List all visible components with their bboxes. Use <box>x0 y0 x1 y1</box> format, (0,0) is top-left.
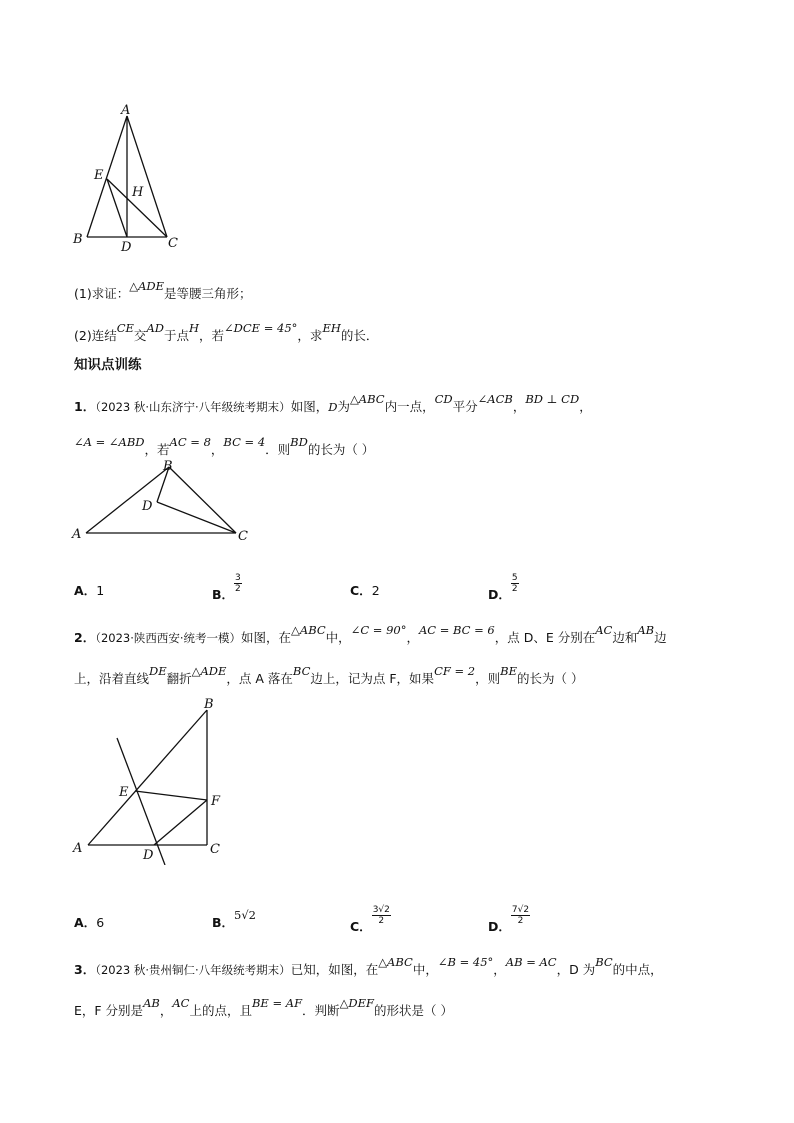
p2-label-D: D <box>143 848 154 863</box>
p3-tri: △ABC <box>378 955 413 969</box>
p2-angle: ∠C = 90° <box>350 623 407 637</box>
p1-t4: 平分 <box>452 399 478 414</box>
p1-ac: AC = 8 <box>169 435 211 449</box>
p2-source: （2023·陕西西安·统考一模） <box>95 631 242 645</box>
p3-def: △DEF <box>339 996 375 1010</box>
p3-t4: 的中点， <box>612 962 663 977</box>
p3-beaf: BE = AF <box>251 996 303 1010</box>
p3-t2: 中， <box>412 962 438 977</box>
p1-sep2: ， <box>579 399 592 414</box>
p1-number: 1． <box>74 399 96 414</box>
p2-label-E: E <box>119 785 129 800</box>
p2-l2a: 上，沿着直线 <box>74 671 150 686</box>
p1-opt-b-num: 3 <box>235 573 241 583</box>
p2-label-C: C <box>210 842 220 857</box>
p1-opt-d-num: 5 <box>511 573 518 583</box>
q1-math: △ADE <box>129 279 164 293</box>
p1-opt-d-den: 2 <box>511 584 518 594</box>
q2-text-f: 的长． <box>340 328 379 343</box>
p3-sep: ， <box>493 962 506 977</box>
p2-l2f: 的长为（ ） <box>516 671 584 686</box>
section-title: 知识点训练 <box>74 357 142 373</box>
p2-sep: ， <box>406 630 419 645</box>
problem-3-line-2 <box>74 996 453 1019</box>
p3-ab: AB <box>143 996 160 1010</box>
figure-problem-1 <box>66 456 266 548</box>
p2-opt-c-label: C． <box>350 919 372 934</box>
p2-option-d[interactable] <box>488 905 530 935</box>
p1-opt-a-value: 1 <box>96 583 105 598</box>
p1-perp: BD ⊥ CD <box>525 392 580 406</box>
p1-t5: ，若 <box>144 442 170 457</box>
p1-t8: 的长为（ ） <box>307 442 375 457</box>
p2-label-A: A <box>73 841 83 856</box>
p1-option-c[interactable] <box>350 581 380 599</box>
p2-opt-c-num: 3√2 <box>372 905 390 915</box>
p1-d: D <box>328 400 338 414</box>
label-B: B <box>73 232 83 247</box>
p3-l2c: 上的点，且 <box>189 1003 252 1018</box>
p3-source: （2023 秋·贵州铜仁·八年级统考期末） <box>95 963 291 977</box>
p1-source: （2023 秋·山东济宁·八年级统考期末） <box>95 400 291 414</box>
p3-eq: AB = AC <box>505 955 557 969</box>
q2-ce: CE <box>116 321 134 335</box>
p2-t4: 边和 <box>612 630 638 645</box>
p2-option-b[interactable] <box>212 908 256 931</box>
p1-label-C: C <box>238 529 248 544</box>
p1-opt-c-value: 2 <box>371 583 380 598</box>
p2-opt-b-value: 5√2 <box>234 908 256 922</box>
p2-opt-a-label: A． <box>74 915 97 930</box>
p1-opt-b-den: 2 <box>235 584 241 594</box>
figure-isosceles-triangle <box>60 100 200 260</box>
p3-l2a: E，F 分别是 <box>74 1003 144 1018</box>
p1-label-B: B <box>163 459 173 474</box>
p2-opt-d-den: 2 <box>517 916 524 926</box>
q2-text-c: 于点 <box>163 328 189 343</box>
label-E: E <box>94 168 104 183</box>
p2-option-c[interactable] <box>350 905 391 935</box>
p2-be: BE <box>500 664 517 678</box>
p3-bc: BC <box>595 955 613 969</box>
p2-t3: ，点 D、E 分别在 <box>494 630 596 645</box>
p1-t6: ， <box>210 442 224 457</box>
p2-t2: 中， <box>325 630 351 645</box>
p1-cd: CD <box>434 392 453 406</box>
p1-bc: BC = 4 <box>223 435 266 449</box>
figure-problem-2 <box>66 690 236 865</box>
problem-2-line-1 <box>74 623 667 646</box>
problem-3-line-1 <box>74 955 663 978</box>
p1-opt-a-label: A． <box>74 583 97 598</box>
p1-option-a[interactable] <box>74 581 104 599</box>
p2-number: 2． <box>74 630 96 645</box>
p3-angle: ∠B = 45° <box>437 955 494 969</box>
label-H: H <box>132 185 144 200</box>
p3-t1: 已知，如图，在 <box>290 962 379 977</box>
problem-1-line-1 <box>74 392 592 415</box>
q2-text-d: ，若 <box>199 328 225 343</box>
p2-opt-d-fraction <box>511 905 530 926</box>
p1-t1: 如图， <box>290 399 329 414</box>
p1-label-A: A <box>72 527 82 542</box>
p3-t3: ，D 为 <box>556 962 596 977</box>
p3-l2e: 的形状是（ ） <box>374 1003 453 1018</box>
p1-t3: 内一点， <box>384 399 435 414</box>
p2-l2b: 翻折 <box>166 671 192 686</box>
p2-opt-d-label: D． <box>488 919 511 934</box>
p3-l2d: ．判断 <box>302 1003 340 1018</box>
label-C: C <box>168 236 178 251</box>
q2-angle: ∠DCE = 45° <box>224 321 298 335</box>
p1-label-D: D <box>142 499 153 514</box>
p1-opt-b-fraction <box>234 573 242 594</box>
q2-text-b: 交 <box>133 328 147 343</box>
p1-sep1: ， <box>512 399 526 414</box>
p2-opt-a-value: 6 <box>96 915 105 930</box>
p1-opt-b-label: B． <box>212 587 235 602</box>
p2-l2e: ，则 <box>475 671 501 686</box>
p2-label-B: B <box>204 697 214 712</box>
p1-angles: ∠A = ∠ABD <box>74 435 145 449</box>
p2-cf: CF = 2 <box>434 664 476 678</box>
p1-opt-d-fraction <box>511 573 519 594</box>
p2-ac: AC <box>595 623 613 637</box>
question-2-line <box>74 321 379 344</box>
q2-h: H <box>188 321 200 335</box>
p1-option-b[interactable] <box>212 573 242 603</box>
p3-ac: AC <box>172 996 190 1010</box>
p2-l2d: 边上，记为点 F，如果 <box>310 671 435 686</box>
p2-l2c: ，点 A 落在 <box>226 671 293 686</box>
p3-l2b: ， <box>159 1003 173 1018</box>
q2-ad: AD <box>146 321 164 335</box>
q2-text-e: ，求 <box>297 328 323 343</box>
p2-ab: AB <box>637 623 655 637</box>
label-D: D <box>121 240 132 255</box>
label-A: A <box>121 103 131 118</box>
p1-t7: ．则 <box>265 442 291 457</box>
p2-tri: △ABC <box>291 623 326 637</box>
p1-t2: 为 <box>337 399 350 414</box>
p1-option-d[interactable] <box>488 573 519 603</box>
p2-t5: 边 <box>654 630 667 645</box>
p2-eq: AC = BC = 6 <box>418 623 495 637</box>
p2-option-a[interactable] <box>74 913 104 931</box>
q2-eh: EH <box>322 321 341 335</box>
p2-bc: BC <box>292 664 311 678</box>
p1-acb: ∠ACB <box>477 392 513 406</box>
p2-opt-b-label: B． <box>212 915 235 930</box>
p1-tri: △ABC <box>349 392 385 406</box>
p2-opt-d-num: 7√2 <box>511 905 530 915</box>
p2-opt-c-fraction <box>372 905 391 926</box>
p2-t1: 如图，在 <box>241 630 292 645</box>
p1-opt-c-label: C． <box>350 583 372 598</box>
problem-2-line-2 <box>74 664 584 687</box>
p2-ade: △ADE <box>191 664 227 678</box>
p1-opt-d-label: D． <box>488 587 511 602</box>
q2-text-a: (2)连结 <box>74 328 117 343</box>
q1-prefix: (1)求证： <box>74 286 130 301</box>
p2-label-F: F <box>211 794 221 809</box>
question-1-line <box>74 279 252 302</box>
p2-de: DE <box>149 664 167 678</box>
q1-suffix: 是等腰三角形； <box>163 286 252 301</box>
p2-opt-c-den: 2 <box>378 916 385 926</box>
p1-bd: BD <box>290 435 308 449</box>
p3-number: 3． <box>74 962 96 977</box>
